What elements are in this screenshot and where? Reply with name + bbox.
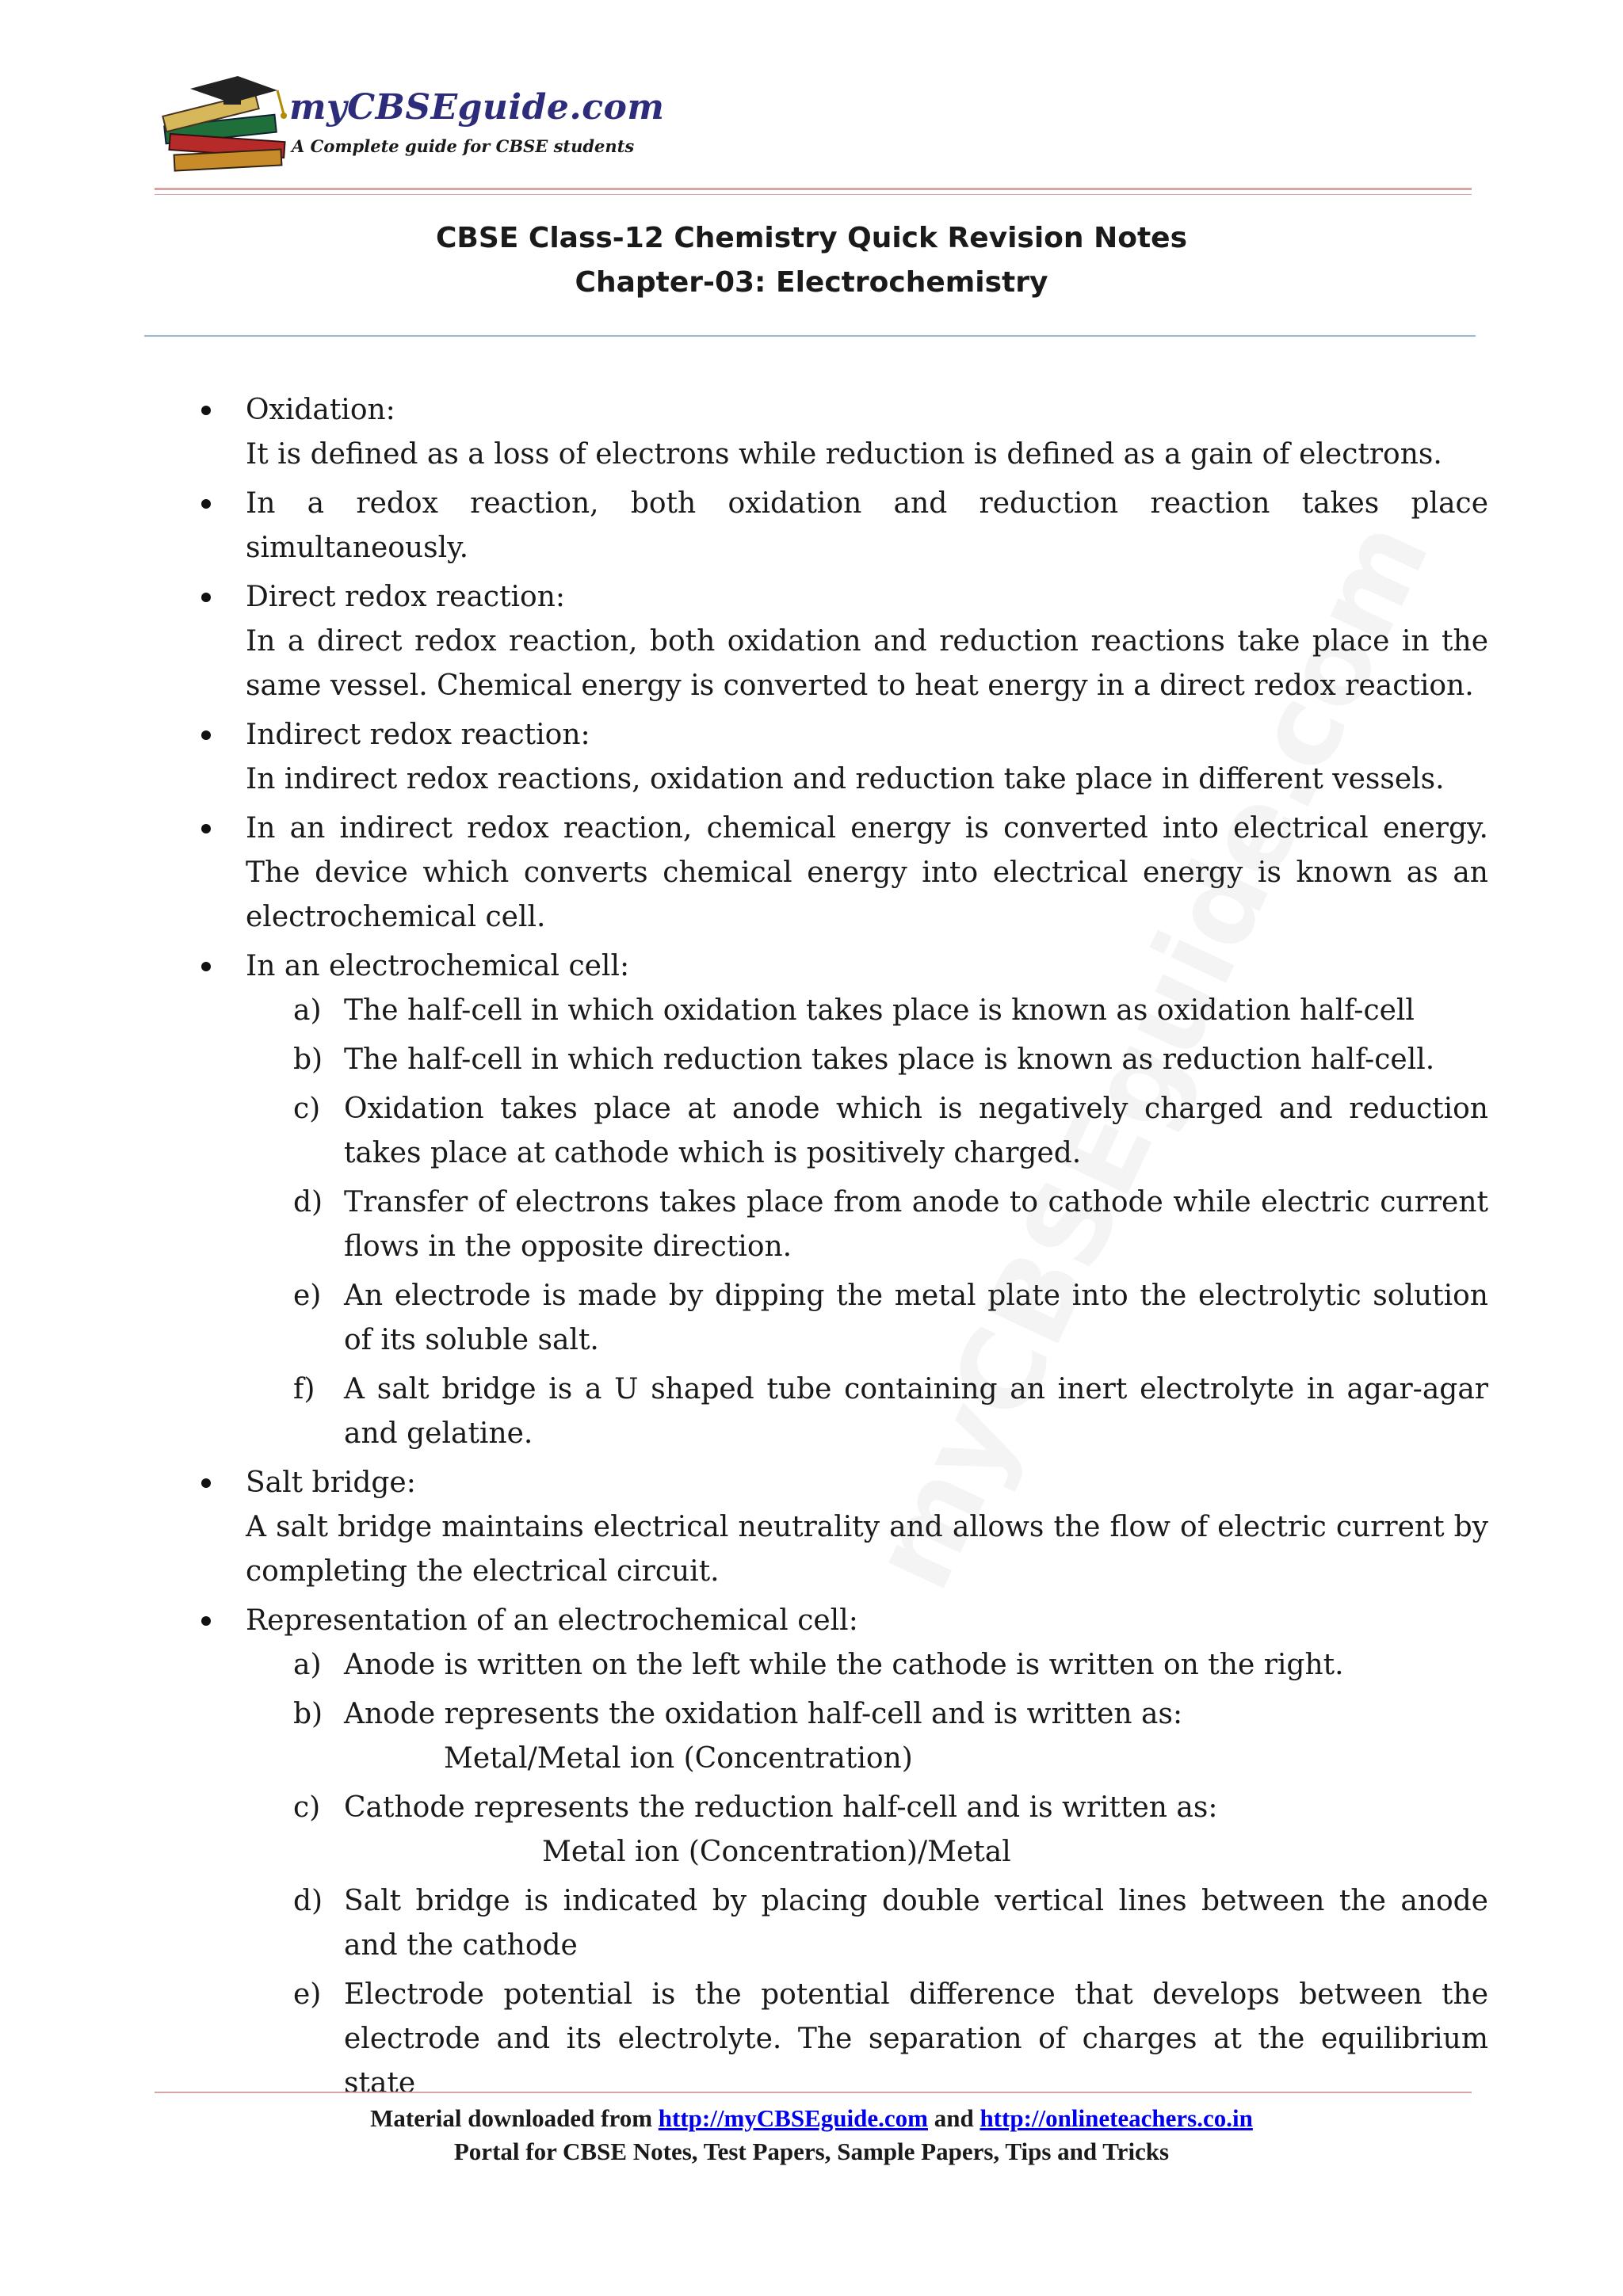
list-item: b) Anode represents the oxidation half-cell and is written as:	[293, 1698, 1183, 1730]
footer-line-2: Portal for CBSE Notes, Test Papers, Sample Papers, Tips and Tricks	[453, 2138, 1170, 2165]
title-divider	[144, 335, 1476, 337]
bullet-redox-reaction	[246, 482, 1488, 570]
list-item: e) Electrode potential is the potential difference that develops between the electrode and its electrolyte. The separation of charges at the equilibrium state	[293, 1978, 1488, 2100]
list-item: a) The half-cell in which oxidation takes place is known as oxidation half-cell	[293, 994, 1415, 1027]
books-logo-icon	[158, 73, 293, 176]
bullet-heading: Representation of an electrochemical cell:	[246, 1604, 858, 1637]
bullet-oxidation	[246, 388, 1488, 477]
cathode-formula: Metal ion (Concentration)/Metal	[542, 1836, 1011, 1868]
bullet-text: In a direct redox reaction, both oxidation and reduction reactions take place in the same vessel. Chemical energy is converted to heat energy in a direct redox reaction.	[246, 625, 1488, 702]
bullet-heading: Indirect redox reaction:	[246, 719, 590, 751]
chapter-title: Chapter-03: Electrochemistry	[575, 266, 1048, 299]
list-item: d) Salt bridge is indicated by placing double vertical lines between the anode and the cathode	[293, 1885, 1488, 1962]
anode-formula: Metal/Metal ion (Concentration)	[444, 1742, 913, 1775]
list-item: c) Cathode represents the reduction half-cell and is written as:	[293, 1791, 1218, 1824]
bullet-electrochemical-cell	[246, 944, 1488, 989]
notes-content	[0, 388, 1623, 2111]
logo-tagline: A Complete guide for CBSE students	[292, 136, 635, 156]
list-item: b) The half-cell in which reduction takes place is known as reduction half-cell.	[293, 1043, 1435, 1076]
logo-title: myCBSEguide.com	[289, 87, 665, 128]
document-title: CBSE Class-12 Chemistry Quick Revision Notes	[435, 222, 1187, 254]
list-item: d) Transfer of electrons takes place from anode to cathode while electric current flows in the opposite direction.	[293, 1186, 1488, 1263]
bullet-heading: Salt bridge:	[246, 1466, 416, 1499]
bullet-text: It is defined as a loss of electrons while reduction is defined as a gain of electrons.	[246, 438, 1442, 471]
bullet-heading: Direct redox reaction:	[246, 581, 566, 613]
bullet-heading: Oxidation:	[246, 394, 395, 426]
list-item: f) A salt bridge is a U shaped tube containing an inert electrolyte in agar-agar and gelatine.	[293, 1373, 1488, 1450]
bullet-indirect-redox	[246, 713, 1488, 802]
bullet-electrochemical-energy	[246, 807, 1488, 940]
bullet-salt-bridge	[246, 1461, 1488, 1594]
list-item: a) Anode is written on the left while the cathode is written on the right.	[293, 1649, 1344, 1681]
mycbseguide-link[interactable]: http://myCBSEguide.com	[658, 2104, 928, 2132]
bullet-text: In a redox reaction, both oxidation and reduction reaction takes place simultaneously.	[246, 487, 1488, 564]
bullet-text: In indirect redox reactions, oxidation and reduction take place in different vessels.	[246, 763, 1445, 795]
onlineteachers-link[interactable]: http://onlineteachers.co.in	[980, 2104, 1253, 2132]
bullet-cell-representation	[246, 1599, 1488, 1643]
site-logo[interactable]	[158, 73, 665, 176]
bullet-direct-redox	[246, 575, 1488, 708]
bullet-text: A salt bridge maintains electrical neutrality and allows the flow of electric current by completing the electrical circuit.	[246, 1511, 1488, 1588]
header-divider	[155, 188, 1472, 190]
bullet-heading: In an electrochemical cell:	[246, 950, 630, 982]
footer-divider	[155, 2092, 1472, 2093]
footer-line-1: Material downloaded from http://myCBSEguide.com and http://onlineteachers.co.in	[370, 2104, 1253, 2132]
bullet-text: In an indirect redox reaction, chemical energy is converted into electrical energy. The device which converts chemical energy into electrical energy is known as an electrochemical cell.	[246, 812, 1488, 933]
list-item: e) An electrode is made by dipping the metal plate into the electrolytic solution of its soluble salt.	[293, 1280, 1488, 1356]
header-divider-thin	[155, 194, 1472, 195]
list-item: c) Oxidation takes place at anode which is negatively charged and reduction takes place at cathode which is positively charged.	[293, 1093, 1488, 1169]
